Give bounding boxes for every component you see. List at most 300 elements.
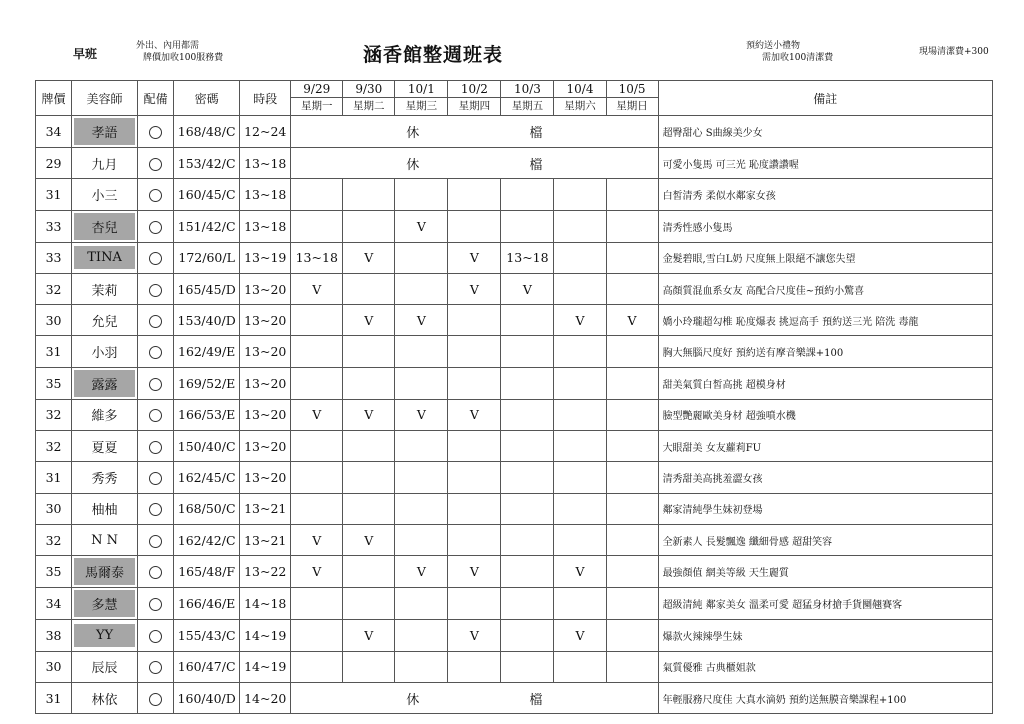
table-row [36, 651, 993, 682]
day-cell [606, 179, 658, 210]
remarks-cell: 嬌小玲瓏超勾椎 恥度爆表 挑逗高手 預約送三光 陪洗 毒龍 [658, 305, 992, 336]
day-cell [554, 524, 606, 555]
code-cell: 165/45/D [174, 273, 240, 304]
equip-circle-icon [149, 158, 162, 171]
day-cell [395, 620, 448, 651]
day-cell [501, 588, 554, 620]
table-row [36, 148, 993, 179]
equip-cell [138, 682, 174, 713]
day-cell: V [395, 305, 448, 336]
code-cell: 169/52/E [174, 367, 240, 399]
equip-circle-icon [149, 693, 162, 706]
equip-circle-icon [149, 661, 162, 674]
price-cell: 31 [36, 336, 72, 367]
table-row [36, 399, 993, 430]
table-row [36, 620, 993, 651]
day-cell [606, 462, 658, 493]
remarks-cell: 鄰家清純學生妹初登場 [658, 493, 992, 524]
code-cell: 160/47/C [174, 651, 240, 682]
col-day-5 [554, 81, 606, 116]
day-cell [448, 431, 501, 462]
equip-cell [138, 305, 174, 336]
day-cell [343, 651, 395, 682]
day-cell [501, 556, 554, 588]
weekly-schedule-table [35, 80, 993, 714]
day-cell [448, 588, 501, 620]
beautician-name: 秀秀 [91, 472, 118, 488]
price-cell: 35 [36, 367, 72, 399]
beautician-name-cell [72, 273, 138, 304]
equip-circle-icon [149, 472, 162, 485]
day-cell [448, 367, 501, 399]
day-cell [501, 336, 554, 367]
beautician-name: 允兒 [91, 314, 118, 330]
beautician-name-cell [72, 524, 138, 555]
beautician-name: YY [74, 624, 135, 647]
day-cell [554, 273, 606, 304]
day-cell [501, 305, 554, 336]
beautician-name: 小三 [91, 188, 118, 204]
day-cell [501, 399, 554, 430]
remarks-cell: 最強顏值 網美等級 天生麗質 [658, 556, 992, 588]
equip-circle-icon [149, 630, 162, 643]
day-cell [606, 588, 658, 620]
day-cell [448, 462, 501, 493]
day-cell [343, 556, 395, 588]
rest-char: 檔 [529, 126, 543, 141]
code-cell: 168/50/C [174, 493, 240, 524]
col-day-2 [395, 81, 448, 116]
day-cell: V [291, 399, 343, 430]
day-cell: 13~18 [501, 242, 554, 273]
equip-circle-icon [149, 221, 162, 234]
day-cell [554, 431, 606, 462]
table-row [36, 367, 993, 399]
beautician-name-cell [72, 148, 138, 179]
table-row [36, 336, 993, 367]
rest-char: 檔 [529, 157, 543, 173]
hours-cell: 13~20 [240, 399, 291, 430]
price-cell: 32 [36, 431, 72, 462]
equip-cell [138, 210, 174, 242]
beautician-name-cell [72, 367, 138, 399]
hours-cell: 14~19 [240, 651, 291, 682]
day-cell [606, 620, 658, 651]
hours-cell: 13~18 [240, 210, 291, 242]
day-cell [448, 493, 501, 524]
equip-cell [138, 367, 174, 399]
beautician-name-cell [72, 493, 138, 524]
beautician-name-cell [72, 682, 138, 713]
equip-cell [138, 588, 174, 620]
beautician-name-cell [72, 305, 138, 336]
remarks-cell: 年輕服務尺度佳 大真水滴奶 預約送無膜音樂課程+100 [658, 682, 992, 713]
beautician-name-cell [72, 620, 138, 651]
day-weekday: 星期六 [564, 100, 596, 112]
remarks-cell: 清秀性感小隻馬 [658, 210, 992, 242]
beautician-name: 茉莉 [91, 283, 118, 299]
hours-cell: 13~20 [240, 305, 291, 336]
code-cell: 160/45/C [174, 179, 240, 210]
beautician-name: 九月 [91, 157, 118, 173]
col-day-6 [606, 81, 658, 116]
day-weekday: 星期二 [353, 100, 385, 112]
hours-cell: 13~22 [240, 556, 291, 588]
day-cell [606, 556, 658, 588]
equip-cell [138, 651, 174, 682]
day-cell [291, 305, 343, 336]
beautician-name: 夏夏 [91, 440, 118, 456]
rest-cell [291, 148, 658, 179]
day-cell [448, 210, 501, 242]
beautician-name-cell [72, 462, 138, 493]
hours-cell: 14~18 [240, 588, 291, 620]
hours-cell: 12~24 [240, 116, 291, 148]
equip-cell [138, 556, 174, 588]
day-cell [554, 179, 606, 210]
day-cell: V [448, 620, 501, 651]
remarks-cell: 甜美氣質白皙高挑 超模身材 [658, 367, 992, 399]
day-cell [554, 462, 606, 493]
price-cell: 34 [36, 588, 72, 620]
day-cell [606, 273, 658, 304]
table-row [36, 588, 993, 620]
day-cell [554, 336, 606, 367]
price-cell: 32 [36, 399, 72, 430]
code-cell: 153/40/D [174, 305, 240, 336]
table-row [36, 116, 993, 148]
beautician-name-cell [72, 116, 138, 148]
equip-cell [138, 242, 174, 273]
hours-cell: 13~21 [240, 524, 291, 555]
col-price: 牌價 [36, 81, 72, 116]
price-cell: 30 [36, 305, 72, 336]
rest-char: 休 [406, 157, 420, 173]
beautician-name-cell [72, 588, 138, 620]
day-cell [291, 651, 343, 682]
beautician-name-cell [72, 399, 138, 430]
hours-cell: 13~20 [240, 273, 291, 304]
day-cell: V [343, 305, 395, 336]
beautician-name: 露露 [74, 370, 135, 397]
day-cell: V [554, 556, 606, 588]
equip-circle-icon [149, 284, 162, 297]
day-cell [343, 431, 395, 462]
day-date: 9/30 [343, 81, 394, 98]
remarks-cell: 可愛小隻馬 可三光 恥度讚讚喔 [658, 148, 992, 179]
day-cell: V [343, 242, 395, 273]
day-cell [501, 431, 554, 462]
beautician-name: 林依 [91, 692, 118, 708]
remarks-cell: 全新素人 長髮飄逸 纖細骨感 超甜笑容 [658, 524, 992, 555]
code-cell: 168/48/C [174, 116, 240, 148]
day-cell [343, 367, 395, 399]
hours-cell: 13~20 [240, 367, 291, 399]
beautician-name-cell [72, 242, 138, 273]
day-cell [291, 620, 343, 651]
remarks-cell: 金髮碧眼,雪白L奶 尺度無上限絕不讓您失望 [658, 242, 992, 273]
hours-cell: 13~21 [240, 493, 291, 524]
day-cell [343, 462, 395, 493]
equip-cell [138, 148, 174, 179]
remarks-cell: 清秀甜美高挑羞澀女孩 [658, 462, 992, 493]
day-cell [343, 588, 395, 620]
beautician-name: 杏兒 [74, 213, 135, 240]
day-cell [448, 651, 501, 682]
day-date: 10/4 [554, 81, 605, 98]
cleaning-fee-note: 需加收100清潔費 [762, 53, 834, 63]
hours-cell: 13~18 [240, 148, 291, 179]
day-cell: V [501, 273, 554, 304]
code-cell: 160/40/D [174, 682, 240, 713]
table-row [36, 556, 993, 588]
hours-cell: 13~20 [240, 336, 291, 367]
remarks-cell: 白皙清秀 柔似水鄰家女孩 [658, 179, 992, 210]
beautician-name: 維多 [91, 409, 118, 425]
beautician-name: 馬爾泰 [74, 558, 135, 585]
price-cell: 32 [36, 524, 72, 555]
price-cell: 31 [36, 179, 72, 210]
col-day-1 [343, 81, 395, 116]
day-cell [606, 399, 658, 430]
day-cell [606, 651, 658, 682]
remarks-cell: 氣質優雅 古典櫃姐款 [658, 651, 992, 682]
day-cell [291, 462, 343, 493]
rest-char: 休 [406, 692, 420, 708]
table-row [36, 493, 993, 524]
remarks-cell: 臉型艷麗歐美身材 超強噴水機 [658, 399, 992, 430]
hours-cell: 14~19 [240, 620, 291, 651]
equip-circle-icon [149, 441, 162, 454]
table-row [36, 462, 993, 493]
price-cell: 30 [36, 651, 72, 682]
day-cell [554, 651, 606, 682]
day-cell [395, 273, 448, 304]
rest-char: 檔 [529, 692, 543, 708]
equip-circle-icon [149, 535, 162, 548]
equip-circle-icon [149, 378, 162, 391]
beautician-name-cell [72, 336, 138, 367]
day-cell: V [395, 210, 448, 242]
day-cell [395, 367, 448, 399]
day-cell [343, 179, 395, 210]
day-cell [501, 367, 554, 399]
day-cell [395, 431, 448, 462]
beautician-name: 小羽 [91, 346, 118, 362]
day-cell [291, 367, 343, 399]
day-cell: V [395, 399, 448, 430]
day-cell [501, 493, 554, 524]
day-cell: V [395, 556, 448, 588]
day-cell [501, 651, 554, 682]
table-row [36, 179, 993, 210]
price-cell: 32 [36, 273, 72, 304]
day-cell [554, 210, 606, 242]
price-cell: 38 [36, 620, 72, 651]
equip-cell [138, 462, 174, 493]
day-cell: V [343, 620, 395, 651]
table-row [36, 210, 993, 242]
beautician-name-cell [72, 210, 138, 242]
beautician-name: N N [91, 532, 118, 548]
day-weekday: 星期日 [616, 100, 648, 112]
day-cell [448, 305, 501, 336]
day-cell [395, 588, 448, 620]
day-cell [291, 588, 343, 620]
day-cell [606, 336, 658, 367]
price-cell: 33 [36, 242, 72, 273]
rest-label [291, 122, 657, 141]
day-cell: V [448, 242, 501, 273]
day-cell [554, 367, 606, 399]
table-row [36, 273, 993, 304]
day-cell [606, 210, 658, 242]
day-cell [395, 242, 448, 273]
beautician-name-cell [72, 651, 138, 682]
day-cell [395, 524, 448, 555]
day-cell [606, 242, 658, 273]
col-hours: 時段 [240, 81, 291, 116]
price-cell: 30 [36, 493, 72, 524]
table-row [36, 242, 993, 273]
col-day-3 [448, 81, 501, 116]
code-cell: 166/53/E [174, 399, 240, 430]
remarks-cell: 爆款火辣辣學生妹 [658, 620, 992, 651]
code-cell: 150/40/C [174, 431, 240, 462]
day-cell [395, 336, 448, 367]
table-row [36, 524, 993, 555]
col-equip: 配備 [138, 81, 174, 116]
equip-cell [138, 336, 174, 367]
day-cell [554, 493, 606, 524]
col-code: 密碼 [174, 81, 240, 116]
hours-cell: 13~19 [240, 242, 291, 273]
day-cell [395, 651, 448, 682]
hours-cell: 14~20 [240, 682, 291, 713]
remarks-cell: 高顏質混血系女友 高配合尺度佳~預約小驚喜 [658, 273, 992, 304]
equip-cell [138, 179, 174, 210]
table-row [36, 682, 993, 713]
equip-circle-icon [149, 409, 162, 422]
day-cell [554, 399, 606, 430]
hours-cell: 13~20 [240, 431, 291, 462]
day-cell: V [448, 399, 501, 430]
price-cell: 29 [36, 148, 72, 179]
page-title: 涵香館整週班表 [363, 44, 504, 66]
equip-cell [138, 493, 174, 524]
col-beautician: 美容師 [72, 81, 138, 116]
beautician-name-cell [72, 431, 138, 462]
day-weekday: 星期三 [405, 100, 438, 112]
hours-cell: 13~20 [240, 462, 291, 493]
equip-cell [138, 620, 174, 651]
rest-label [291, 154, 657, 173]
day-date: 10/2 [448, 81, 500, 98]
day-cell: V [554, 305, 606, 336]
day-cell [395, 493, 448, 524]
day-cell [395, 179, 448, 210]
day-cell [291, 210, 343, 242]
col-remarks: 備註 [658, 81, 992, 116]
day-cell [343, 273, 395, 304]
day-cell [606, 524, 658, 555]
day-cell [501, 179, 554, 210]
price-cell: 34 [36, 116, 72, 148]
code-cell: 162/49/E [174, 336, 240, 367]
price-cell: 31 [36, 462, 72, 493]
beautician-name: 孝語 [74, 118, 135, 145]
col-day-4 [501, 81, 554, 116]
col-day-0 [291, 81, 343, 116]
equip-cell [138, 524, 174, 555]
day-cell [343, 336, 395, 367]
day-cell: V [343, 399, 395, 430]
code-cell: 162/42/C [174, 524, 240, 555]
table-row [36, 431, 993, 462]
onsite-cleaning-fee-note: 現場清潔費+300 [919, 47, 989, 57]
equip-circle-icon [149, 598, 162, 611]
day-cell [448, 524, 501, 555]
beautician-name: 多慧 [74, 590, 135, 617]
day-cell [448, 179, 501, 210]
day-weekday: 星期四 [458, 100, 491, 112]
code-cell: 172/60/L [174, 242, 240, 273]
day-cell [554, 588, 606, 620]
code-cell: 162/45/C [174, 462, 240, 493]
code-cell: 155/43/C [174, 620, 240, 651]
day-cell: V [291, 524, 343, 555]
beautician-name: 柚柚 [91, 503, 118, 519]
day-cell [291, 336, 343, 367]
day-date: 9/29 [291, 81, 342, 98]
equip-circle-icon [149, 503, 162, 516]
day-date: 10/5 [607, 81, 658, 98]
equip-circle-icon [149, 126, 162, 139]
reservation-gift-note: 預約送小禮物 [746, 41, 801, 51]
beautician-name-cell [72, 179, 138, 210]
day-cell [501, 620, 554, 651]
day-cell [343, 210, 395, 242]
shift-label: 早班 [73, 47, 98, 61]
equip-circle-icon [149, 189, 162, 202]
day-cell [395, 462, 448, 493]
day-cell [606, 367, 658, 399]
day-cell: V [606, 305, 658, 336]
day-cell: V [448, 273, 501, 304]
remarks-cell: 胸大無腦尺度好 預約送有摩音樂課+100 [658, 336, 992, 367]
code-cell: 151/42/C [174, 210, 240, 242]
price-cell: 35 [36, 556, 72, 588]
day-cell [291, 179, 343, 210]
day-date: 10/1 [395, 81, 447, 98]
day-weekday: 星期五 [511, 100, 544, 112]
service-fee-note-line2: 牌價加收100服務費 [143, 53, 224, 63]
day-cell [606, 431, 658, 462]
code-cell: 166/46/E [174, 588, 240, 620]
code-cell: 153/42/C [174, 148, 240, 179]
price-cell: 33 [36, 210, 72, 242]
day-cell [448, 336, 501, 367]
day-cell [501, 462, 554, 493]
equip-cell [138, 116, 174, 148]
day-cell: V [554, 620, 606, 651]
day-cell [501, 524, 554, 555]
remarks-cell: 超級清純 鄰家美女 溫柔可愛 超猛身材搶手貨圞翹賽客 [658, 588, 992, 620]
table-row [36, 305, 993, 336]
beautician-name-cell [72, 556, 138, 588]
day-cell [554, 242, 606, 273]
day-cell [291, 431, 343, 462]
